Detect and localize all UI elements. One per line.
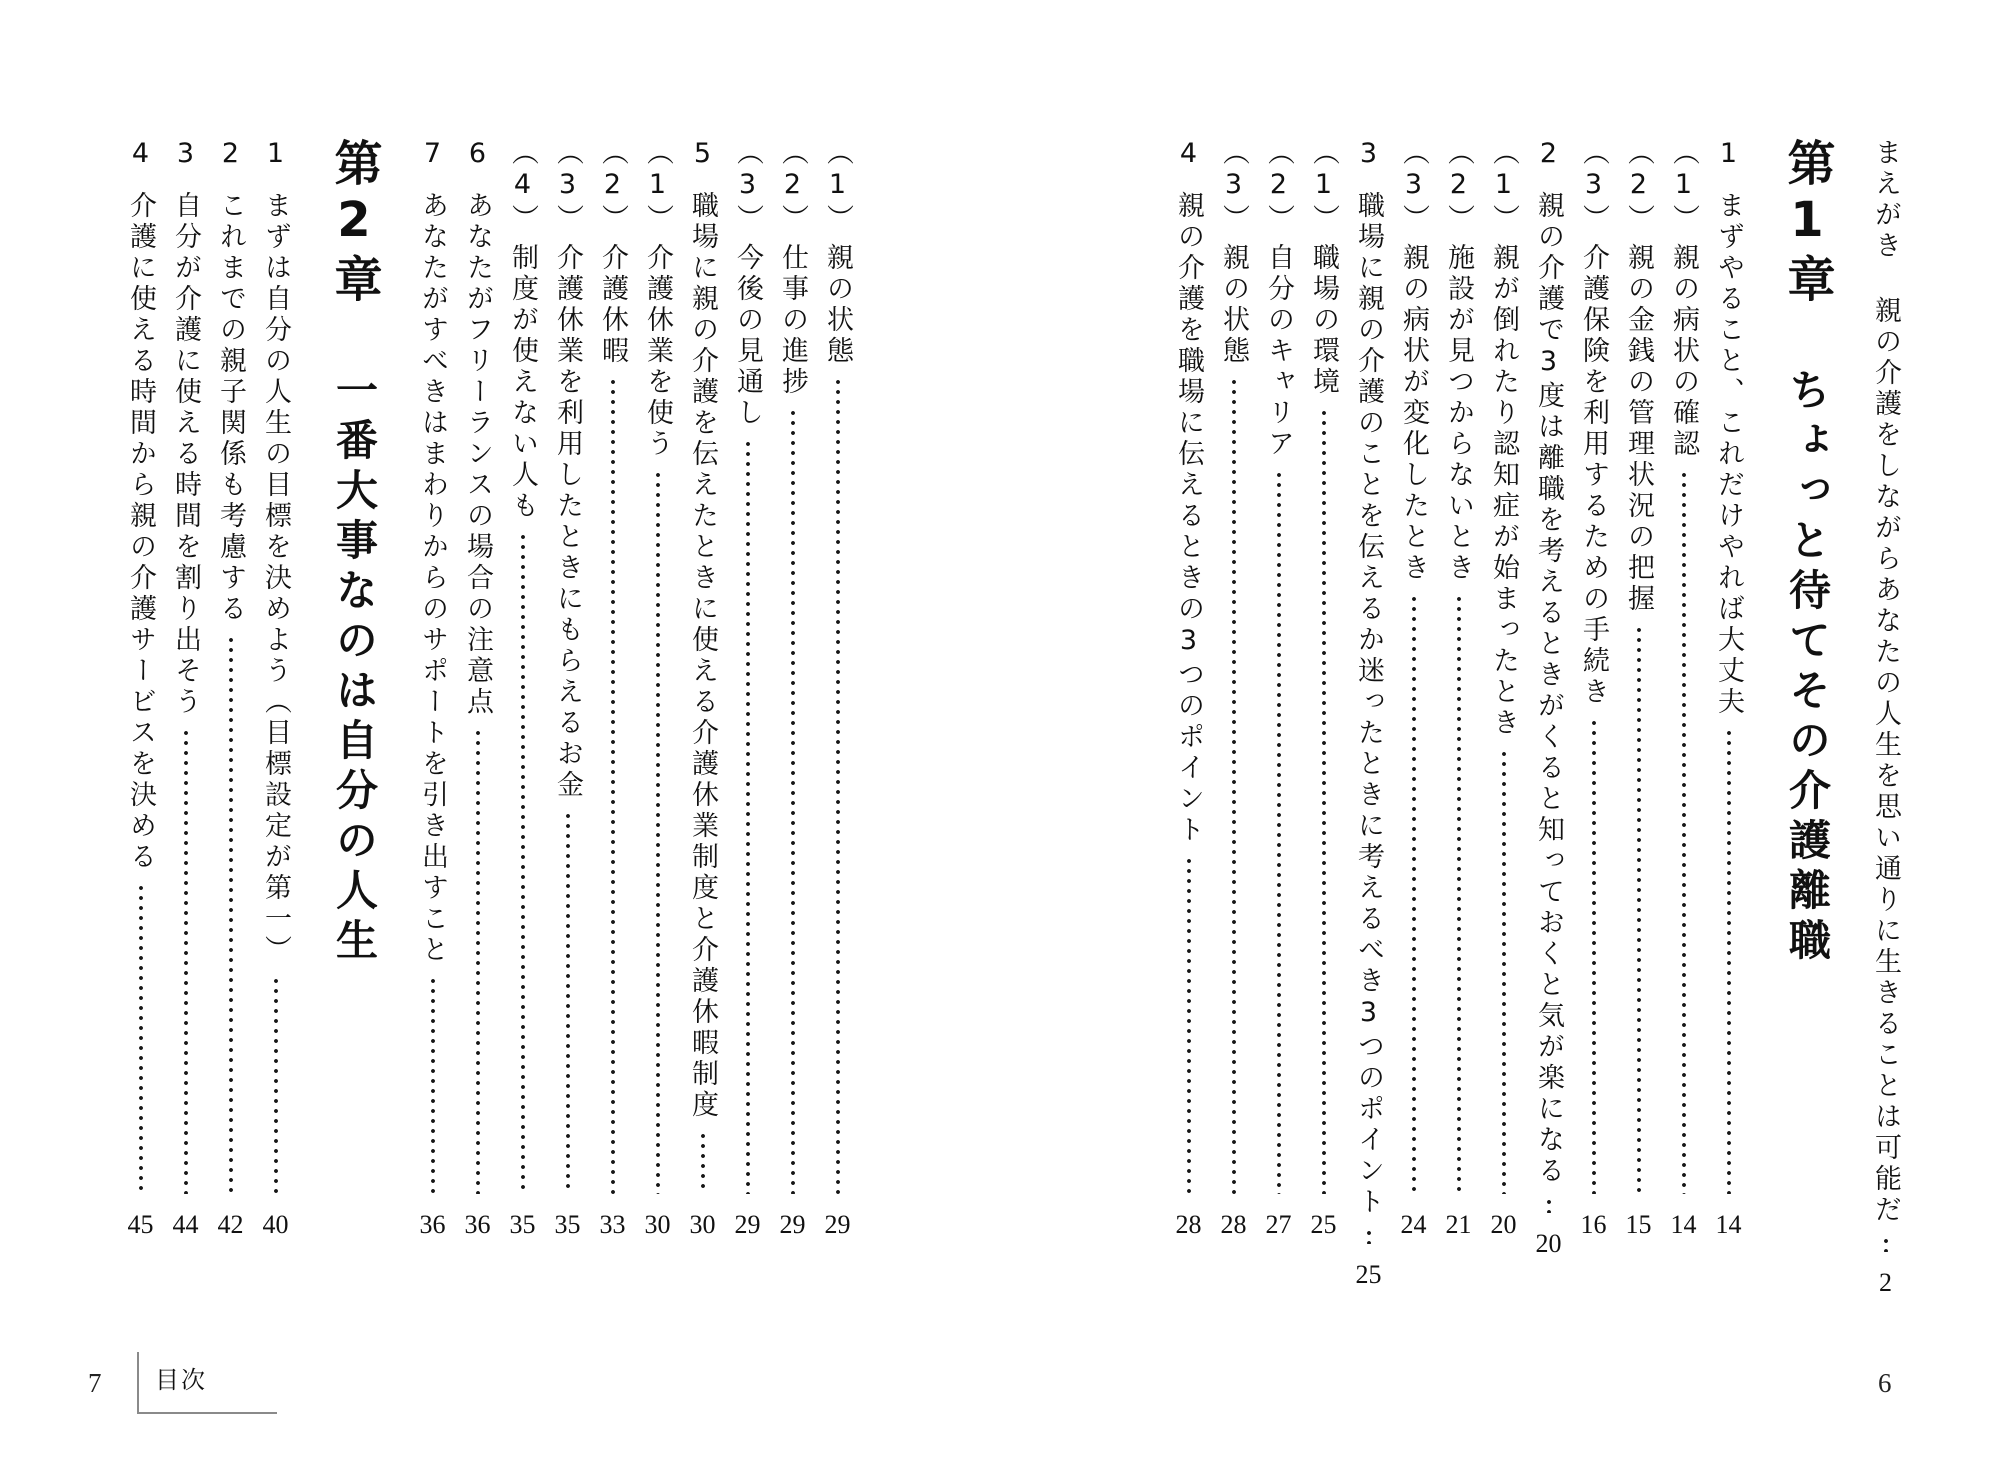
toc-entry [455,138,500,1238]
entry-title: あなたがすべきはまわりからのサポートを引き出すこと [417,191,448,966]
toc-right-page [1166,138,1908,1297]
entry-title: 職場に親の介護を伝えたときに使える介護休業制度と介護休暇制度 [687,191,718,1121]
entry-title: 自分が介護に使える時間を割り出そう [170,191,201,718]
dot-leader [565,811,571,1194]
entry-page-number: 29 [779,1210,806,1239]
entry-number: （3） [1578,138,1609,235]
entry-page-number: 20 [1535,1229,1562,1258]
toc-entry [680,138,725,1238]
entry-page-number: 15 [1625,1210,1652,1239]
dot-leader [1883,1236,1889,1252]
dot-leader [1636,625,1642,1194]
dot-leader [1546,1197,1552,1213]
toc-entry [1616,138,1661,1238]
dot-leader [273,976,279,1194]
dot-leader [1681,470,1687,1194]
toc-entry [725,138,770,1238]
toc-entry [1481,138,1526,1238]
entry-page-number: 33 [599,1210,626,1239]
entry-number: 7 [417,138,448,173]
toc-left-page [118,138,860,1238]
toc-entry [1166,138,1211,1238]
toc-entry [208,138,253,1238]
page-number-right: 6 [1878,1368,1892,1398]
toc-entry [253,138,298,1238]
entry-title: 親の介護をしながらあなたの人生を思い通りに生きることは可能だ [1870,296,1901,1226]
entry-page-number: 25 [1355,1260,1382,1289]
entry-number: （1） [822,138,853,235]
dot-leader [183,728,189,1194]
entry-number: （1） [642,138,673,235]
entry-number: （2） [1443,138,1474,235]
entry-title: 介護休業を利用したときにもらえるお金 [552,243,583,801]
dot-leader [610,377,616,1194]
entry-title: 職場の環境 [1308,243,1339,398]
entry-number: 3 [170,138,201,173]
entry-title: 制度が使えない人も [507,243,538,522]
toc-entry [163,138,208,1238]
entry-page-number: 30 [644,1210,671,1239]
dot-leader [1276,470,1282,1194]
entry-number: 2 [1533,138,1564,173]
toc-entry [1436,138,1481,1238]
dot-leader [1186,856,1192,1194]
entry-number: 4 [1173,138,1204,173]
entry-number: 6 [462,138,493,173]
entry-page-number: 29 [734,1210,761,1239]
entry-page-number: 16 [1580,1210,1607,1239]
entry-number: （2） [1623,138,1654,235]
chapter-heading [1763,138,1851,1238]
entry-page-number: 14 [1715,1210,1742,1239]
dot-leader [1726,728,1732,1194]
entry-number: 4 [125,138,156,173]
toc-entry [770,138,815,1238]
toc-corner-label: 目次 [137,1352,277,1414]
entry-title: 自分のキャリア [1263,243,1294,460]
entry-number: （1） [1488,138,1519,235]
dot-leader [1456,594,1462,1194]
entry-page-number: 20 [1490,1210,1517,1239]
toc-entry [1571,138,1616,1238]
entry-title: 親の状態 [822,243,853,367]
entry-title: 親の介護で3度は離職を考えるときがくると知っておくと気が楽になる [1533,191,1564,1187]
entry-title: 親の病状が変化したとき [1398,243,1429,584]
toc-entry [1863,138,1908,1297]
entry-title: まずやること、これだけやれば大丈夫 [1713,191,1744,718]
entry-title: あなたがフリーランスの場合の注意点 [462,191,493,718]
dot-leader [1321,408,1327,1194]
entry-page-number: 36 [419,1210,446,1239]
dot-leader [700,1131,706,1194]
entry-title: 介護休業を使う [642,243,673,460]
toc-entry [1661,138,1706,1238]
entry-number: （3） [552,138,583,235]
entry-number: 5 [687,138,718,173]
entry-number: （2） [1263,138,1294,235]
dot-leader [1411,594,1417,1194]
entry-page-number: 45 [127,1210,154,1239]
entry-title: 介護休暇 [597,243,628,367]
entry-number: 3 [1353,138,1384,173]
entry-title: まずは自分の人生の目標を決めよう（目標設定が第一） [260,191,291,966]
entry-page-number: 28 [1220,1210,1247,1239]
dot-leader [1366,1228,1372,1244]
entry-page-number: 29 [824,1210,851,1239]
entry-number: 2 [215,138,246,173]
dot-leader [835,377,841,1194]
entry-page-number: 25 [1310,1210,1337,1239]
entry-page-number: 35 [509,1210,536,1239]
entry-page-number: 30 [689,1210,716,1239]
toc-entry [815,138,860,1238]
dot-leader [745,439,751,1194]
entry-page-number: 35 [554,1210,581,1239]
chapter-title: 一番大事なのは自分の人生 [330,368,379,968]
entry-title: 親の病状の確認 [1668,243,1699,460]
entry-page-number: 42 [217,1210,244,1239]
dot-leader [1591,718,1597,1194]
dot-leader [475,728,481,1194]
toc-entry [635,138,680,1238]
entry-number: 1 [1713,138,1744,173]
dot-leader [1501,749,1507,1194]
toc-entry [545,138,590,1238]
page-number-left: 7 [88,1368,102,1398]
entry-page-number: 27 [1265,1210,1292,1239]
chapter-number: 第1章 [1779,138,1835,308]
toc-entry [1211,138,1256,1238]
dot-leader [430,976,436,1194]
entry-title: 今後の見通し [732,243,763,429]
entry-title: 介護保険を利用するための手続き [1578,243,1609,708]
toc-entry [1346,138,1391,1289]
entry-page-number: 44 [172,1210,199,1239]
entry-page-number: 2 [1879,1268,1892,1297]
entry-page-number: 40 [262,1210,289,1239]
toc-entry [590,138,635,1238]
entry-number: （3） [1218,138,1249,235]
chapter-number: 第2章 [326,138,382,308]
entry-number: （3） [732,138,763,235]
dot-leader [655,470,661,1194]
toc-entry [500,138,545,1238]
toc-entry [118,138,163,1238]
chapter-heading [310,138,398,1238]
entry-page-number: 28 [1175,1210,1202,1239]
entry-number: 1 [260,138,291,173]
toc-entry [1526,138,1571,1258]
entry-title: 親の状態 [1218,243,1249,367]
chapter-title: ちょっと待てその介護離職 [1783,368,1832,968]
entry-title: 介護に使える時間から親の介護サービスを決める [125,191,156,873]
entry-number: まえがき [1870,138,1901,262]
dot-leader [520,532,526,1194]
entry-title: 職場に親の介護のことを伝えるか迷ったときに考えるべき3つのポイント [1353,191,1384,1218]
entry-number: （2） [777,138,808,235]
entry-title: 施設が見つからないとき [1443,243,1474,584]
entry-title: 仕事の進捗 [777,243,808,398]
entry-title: これまでの親子関係も考慮する [215,191,246,625]
entry-page-number: 14 [1670,1210,1697,1239]
toc-entry [410,138,455,1238]
dot-leader [790,408,796,1194]
entry-page-number: 36 [464,1210,491,1239]
entry-page-number: 24 [1400,1210,1427,1239]
entry-title: 親が倒れたり認知症が始まったとき [1488,243,1519,739]
dot-leader [228,635,234,1194]
toc-entry [1256,138,1301,1238]
entry-number: （4） [507,138,538,235]
entry-number: （1） [1308,138,1339,235]
entry-page-number: 21 [1445,1210,1472,1239]
entry-number: （2） [597,138,628,235]
entry-title: 親の介護を職場に伝えるときの3つのポイント [1173,191,1204,846]
toc-entry [1301,138,1346,1238]
toc-entry [1391,138,1436,1238]
dot-leader [1231,377,1237,1194]
entry-number: （1） [1668,138,1699,235]
toc-entry [1706,138,1751,1238]
dot-leader [138,883,144,1194]
entry-number: （3） [1398,138,1429,235]
entry-title: 親の金銭の管理状況の把握 [1623,243,1654,615]
